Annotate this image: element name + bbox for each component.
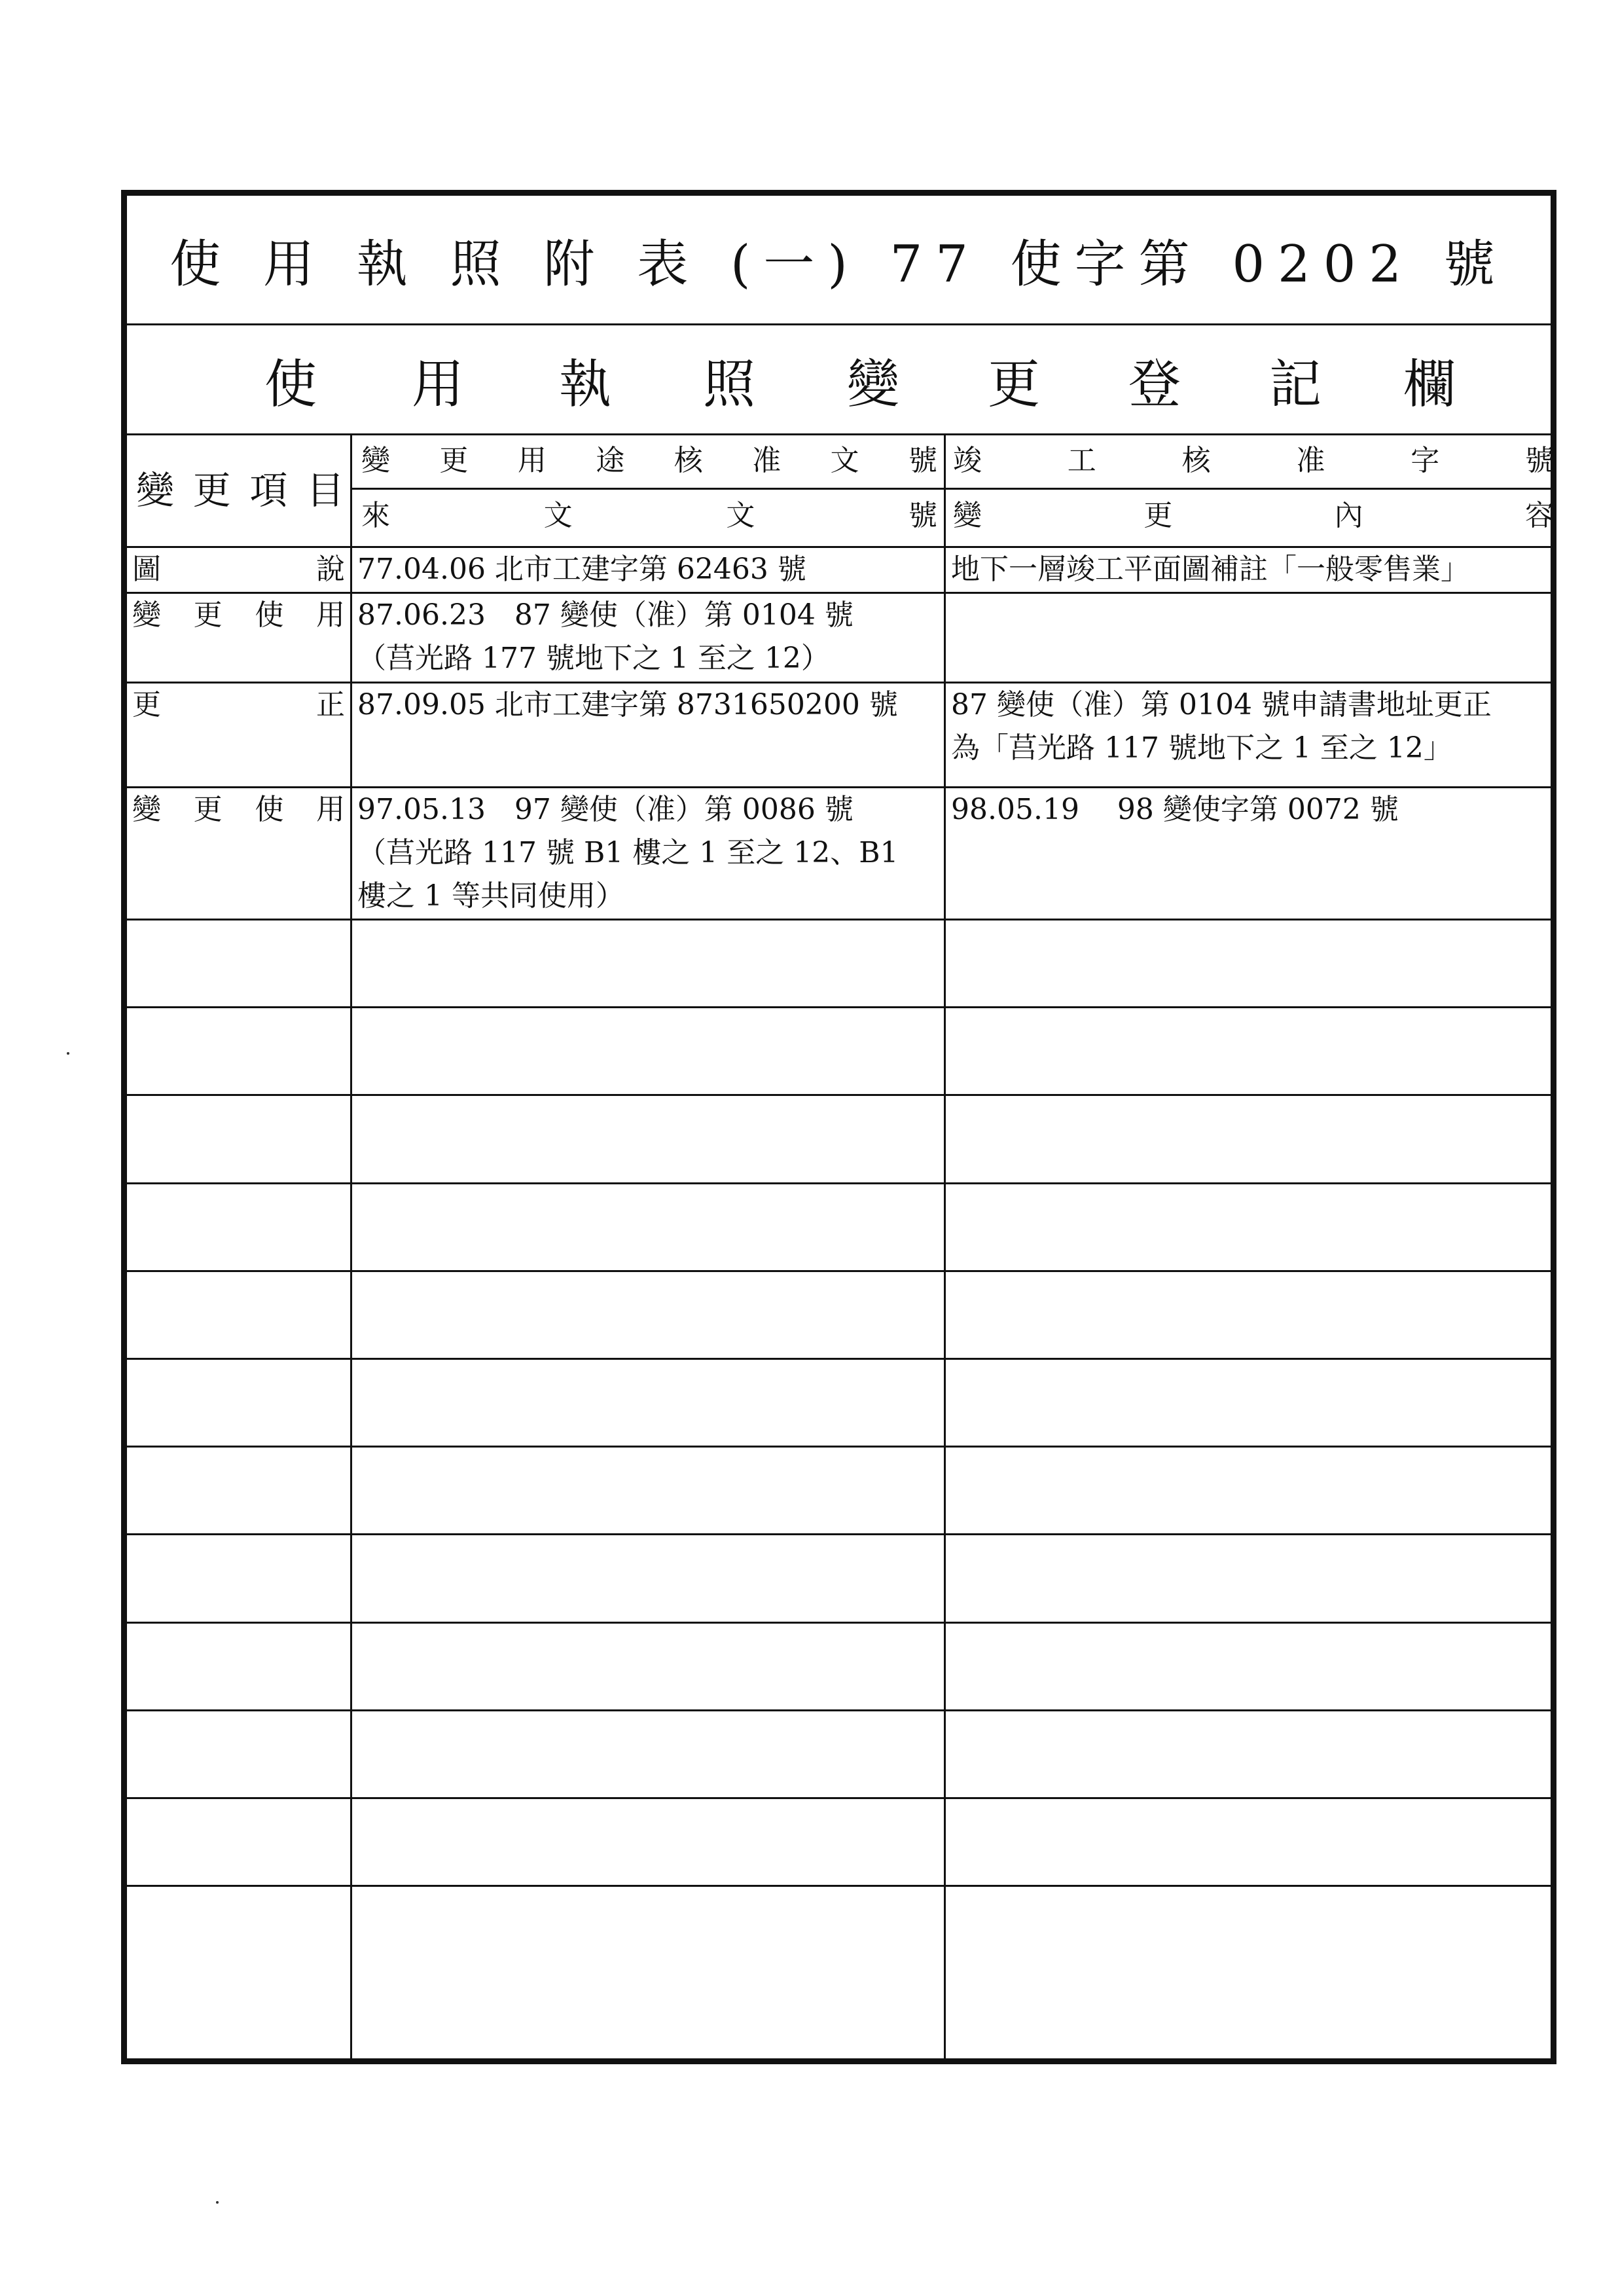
header-divider xyxy=(352,488,1556,490)
row-divider xyxy=(127,1270,1551,1272)
header-char: 工 xyxy=(1067,444,1096,477)
row-divider xyxy=(127,1885,1551,1887)
header-char: 號 xyxy=(1524,444,1554,477)
header-item-char: 目 xyxy=(306,468,344,513)
document-title: 使 用 執 照 附 表 (一) 77 使字第 0202 號 xyxy=(127,196,1551,325)
table-row-content: 98.05.19 98 變使字第 0072 號 xyxy=(951,793,1399,826)
section-title-char: 照 xyxy=(703,354,755,414)
header-item-label xyxy=(136,464,344,517)
table-row-content: 地下一層竣工平面圖補註「一般零售業」 xyxy=(951,553,1469,586)
row-divider xyxy=(127,1533,1551,1535)
column-divider xyxy=(944,435,946,2059)
row-divider xyxy=(127,1094,1551,1096)
header-char: 文 xyxy=(830,444,859,477)
header-char: 字 xyxy=(1411,444,1440,477)
header-char: 准 xyxy=(1296,444,1325,477)
header-completion-top xyxy=(953,439,1554,485)
section-title-char: 欄 xyxy=(1403,354,1456,414)
section-title-char: 更 xyxy=(988,354,1040,414)
row-divider xyxy=(127,1446,1551,1448)
row-divider xyxy=(127,1709,1551,1711)
row-divider xyxy=(127,1622,1551,1624)
table-row-approval: 97.05.13 97 變使（准）第 0086 號 （莒光路 117 號 B1 樓之 1 至之 12、B1 樓之 1 等共同使用） xyxy=(357,793,899,913)
section-title-char: 用 xyxy=(412,354,464,414)
header-char: 號 xyxy=(908,499,937,532)
table-row-content: 87 變使（准）第 0104 號申請書地址更正 為「莒光路 117 號地下之 1 至之 12」 xyxy=(951,688,1492,765)
row-divider xyxy=(127,1006,1551,1008)
header-char: 准 xyxy=(752,444,782,477)
scan-speck xyxy=(216,2201,219,2204)
item-char: 更 xyxy=(132,688,161,721)
header-char: 來 xyxy=(361,499,390,532)
item-char: 用 xyxy=(315,598,345,632)
section-title-char: 記 xyxy=(1269,354,1321,414)
header-char: 號 xyxy=(908,444,937,477)
section-title xyxy=(127,325,1551,435)
header-char: 途 xyxy=(596,444,625,477)
item-char: 用 xyxy=(315,793,345,826)
header-completion-bottom xyxy=(953,494,1554,540)
table-row-item xyxy=(127,548,350,591)
row-divider xyxy=(127,1797,1551,1799)
header-char: 文 xyxy=(543,499,573,532)
table-row-approval: 87.09.05 北市工建字第 8731650200 號 xyxy=(357,688,898,721)
header-char: 容 xyxy=(1524,499,1554,532)
row-divider xyxy=(127,1358,1551,1360)
item-char: 更 xyxy=(193,598,223,632)
item-char: 圖 xyxy=(132,553,161,586)
section-title-char: 使 xyxy=(264,354,317,414)
item-char: 更 xyxy=(193,793,223,826)
header-item-char: 更 xyxy=(192,468,231,513)
header-char: 內 xyxy=(1334,499,1363,532)
header-char: 變 xyxy=(361,444,390,477)
row-divider xyxy=(127,1182,1551,1184)
header-item-char: 項 xyxy=(249,468,288,513)
item-char: 正 xyxy=(316,688,345,721)
header-char: 更 xyxy=(1143,499,1173,532)
table-row-item xyxy=(127,594,350,637)
section-title-char: 執 xyxy=(559,354,611,414)
header-char: 竣 xyxy=(953,444,982,477)
table-row-item xyxy=(127,788,350,831)
header-approval-top xyxy=(361,439,937,485)
header-approval-bottom xyxy=(361,494,937,540)
table-row-item xyxy=(127,683,350,727)
header-char: 核 xyxy=(1181,444,1211,477)
header-char: 用 xyxy=(517,444,547,477)
item-char: 變 xyxy=(132,598,161,632)
header-char: 變 xyxy=(953,499,982,532)
item-char: 使 xyxy=(255,598,284,632)
row-divider xyxy=(127,919,1551,920)
table-row-approval: 87.06.23 87 變使（准）第 0104 號 （莒光路 177 號地下之 1 至之 12） xyxy=(357,598,854,675)
scan-speck xyxy=(67,1052,69,1055)
header-char: 文 xyxy=(726,499,755,532)
table-row-approval: 77.04.06 北市工建字第 62463 號 xyxy=(357,553,806,586)
section-title-char: 變 xyxy=(847,354,899,414)
item-char: 說 xyxy=(316,553,345,586)
section-title-char: 登 xyxy=(1128,354,1181,414)
header-char: 更 xyxy=(439,444,469,477)
item-char: 變 xyxy=(132,793,161,826)
item-char: 使 xyxy=(255,793,284,826)
document-frame xyxy=(121,190,1556,2064)
header-char: 核 xyxy=(674,444,703,477)
header-item-char: 變 xyxy=(136,468,175,513)
